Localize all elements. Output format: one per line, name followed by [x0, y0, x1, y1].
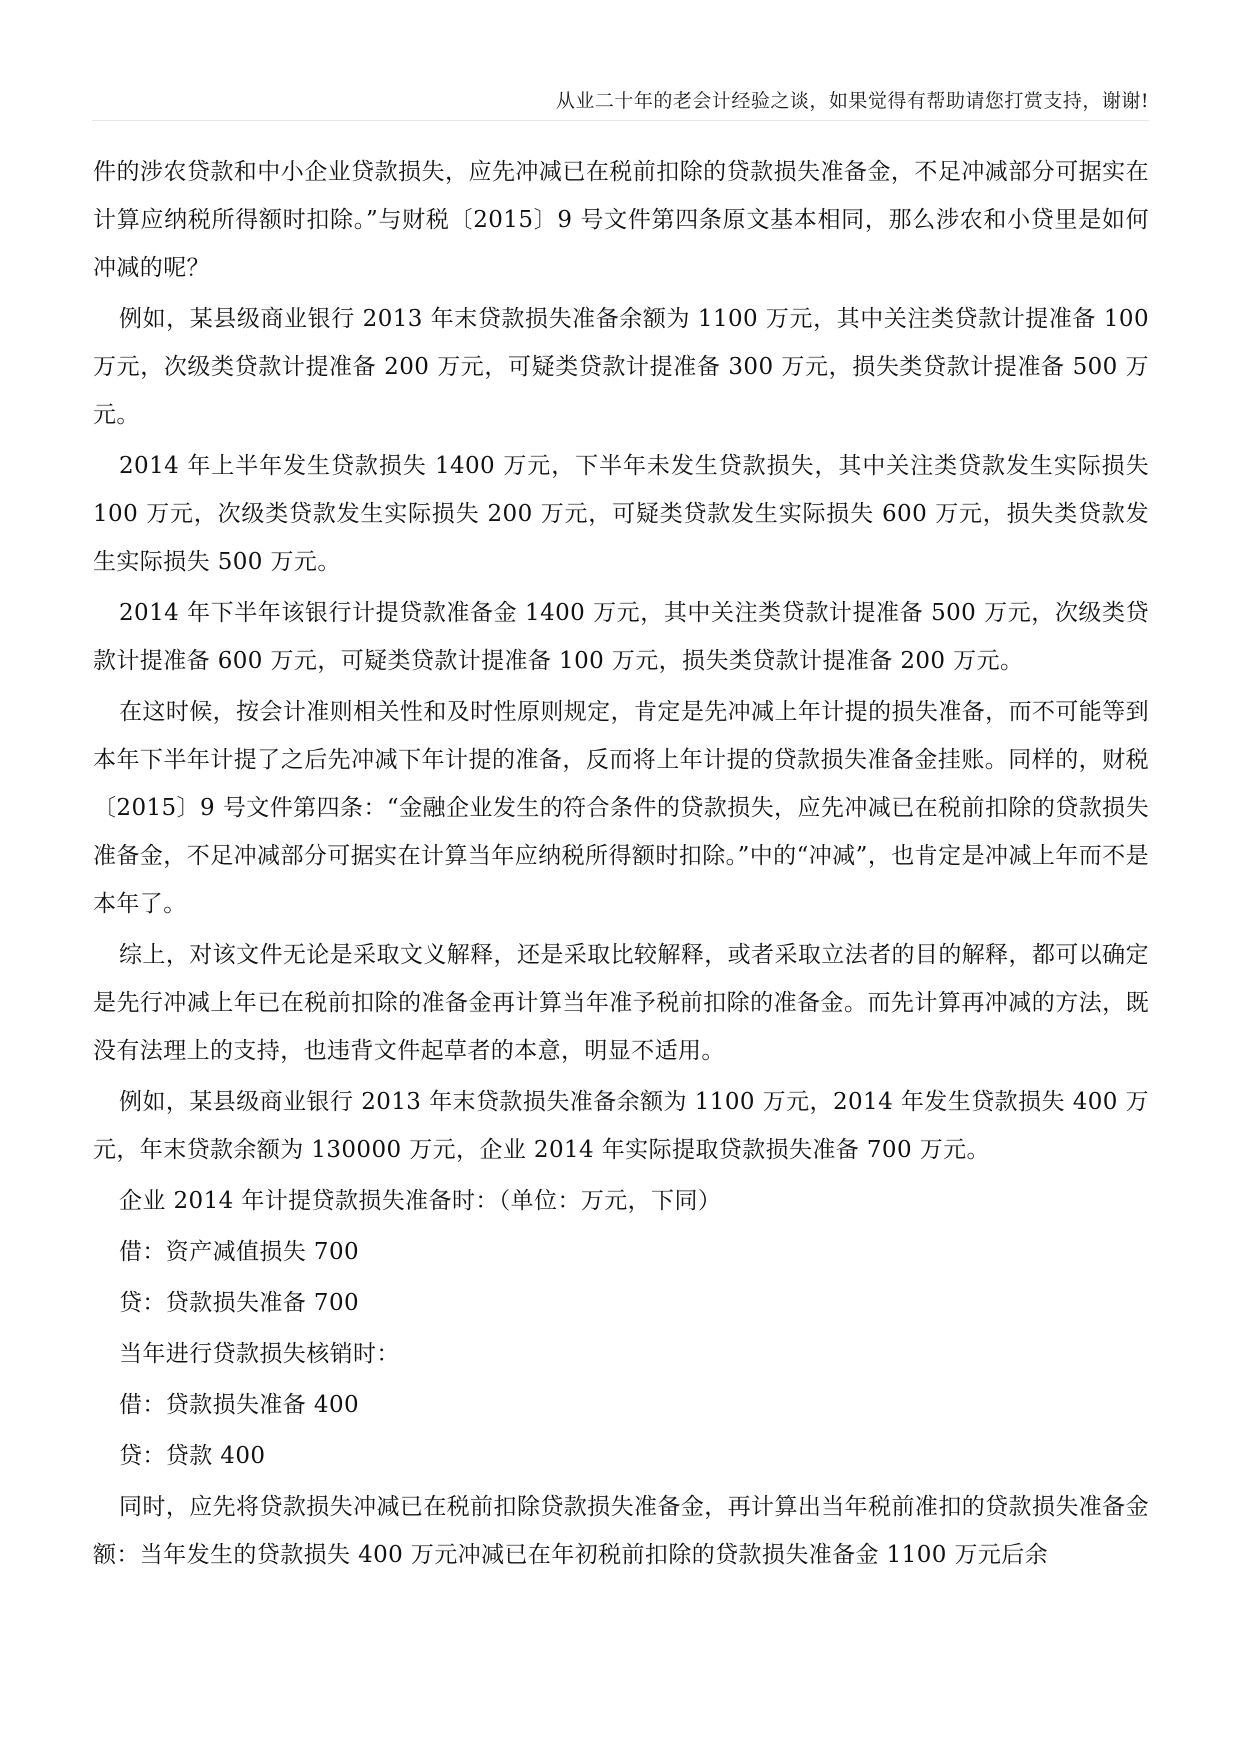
paragraph-continued: 件的涉农贷款和中小企业贷款损失，应先冲减已在税前扣除的贷款损失准备金，不足冲减部分可据实在计算应纳税所得额时扣除。”与财税〔2015〕9 号文件第四条原文基本相同，那么涉农和小贷里是如何冲减的呢？: [93, 159, 1149, 281]
paragraph-example-2: 例如，某县级商业银行 2013 年末贷款损失准备余额为 1100 万元，2014 年发生贷款损失 400 万元，年末贷款余额为 130000 万元，企业 2014 年实际提取贷款损失准备 700 万元。: [93, 1089, 1149, 1163]
paragraph-example-1: 例如，某县级商业银行 2013 年末贷款损失准备余额为 1100 万元，其中关注类贷款计提准备 100 万元，次级类贷款计提准备 200 万元，可疑类贷款计提准备 300 万元，损失类贷款计提准备 500 万元。: [93, 306, 1149, 428]
paragraph-calculation: 同时，应先将贷款损失冲减已在税前扣除贷款损失准备金，再计算出当年税前准扣的贷款损失准备金额：当年发生的贷款损失 400 万元冲减已在年初税前扣除的贷款损失准备金 1100 万元后余: [93, 1494, 1149, 1568]
paragraph-accounting-principle: 在这时候，按会计准则相关性和及时性原则规定，肯定是先冲减上年计提的损失准备，而不可能等到本年下半年计提了之后先冲减下年计提的准备，反而将上年计提的贷款损失准备金挂账。同样的，财税〔2015〕9 号文件第四条：“金融企业发生的符合条件的贷款损失，应先冲减已在税前扣除的贷款损失准备金，不足冲减部分可据实在计算当年应纳税所得额时扣除。”中的“冲减”，也肯定是冲减上年而不是本年了。: [93, 699, 1149, 917]
paragraph-provision-note: 企业 2014 年计提贷款损失准备时：（单位：万元，下同）: [119, 1188, 722, 1214]
header-divider: [92, 120, 1149, 121]
paragraph-2014-second-half: 2014 年下半年该银行计提贷款准备金 1400 万元，其中关注类贷款计提准备 500 万元，次级类贷款计提准备 600 万元，可疑类贷款计提准备 100 万元，损失类贷款计提准备 200 万元。: [93, 600, 1149, 674]
paragraph-2014-first-half: 2014 年上半年发生贷款损失 1400 万元，下半年未发生贷款损失，其中关注类贷款发生实际损失 100 万元，次级类贷款发生实际损失 200 万元，可疑类贷款发生实际损失 600 万元，损失类贷款发生实际损失 500 万元。: [93, 453, 1149, 575]
header-note: 从业二十年的老会计经验之谈，如果觉得有帮助请您打赏支持，谢谢!: [555, 90, 1149, 112]
journal-entry-credit-2: 贷：贷款 400: [119, 1443, 266, 1469]
journal-entry-debit-1: 借：资产减值损失 700: [119, 1239, 360, 1265]
paragraph-write-off-note: 当年进行贷款损失核销时：: [119, 1341, 400, 1367]
document-body: [93, 148, 1149, 1582]
journal-entry-credit-1: 贷：贷款损失准备 700: [119, 1290, 360, 1316]
journal-entry-debit-2: 借：贷款损失准备 400: [119, 1392, 360, 1418]
paragraph-summary: 综上，对该文件无论是采取文义解释，还是采取比较解释，或者采取立法者的目的解释，都可以确定是先行冲减上年已在税前扣除的准备金再计算当年准予税前扣除的准备金。而先计算再冲减的方法，既没有法理上的支持，也违背文件起草者的本意，明显不适用。: [93, 942, 1149, 1064]
